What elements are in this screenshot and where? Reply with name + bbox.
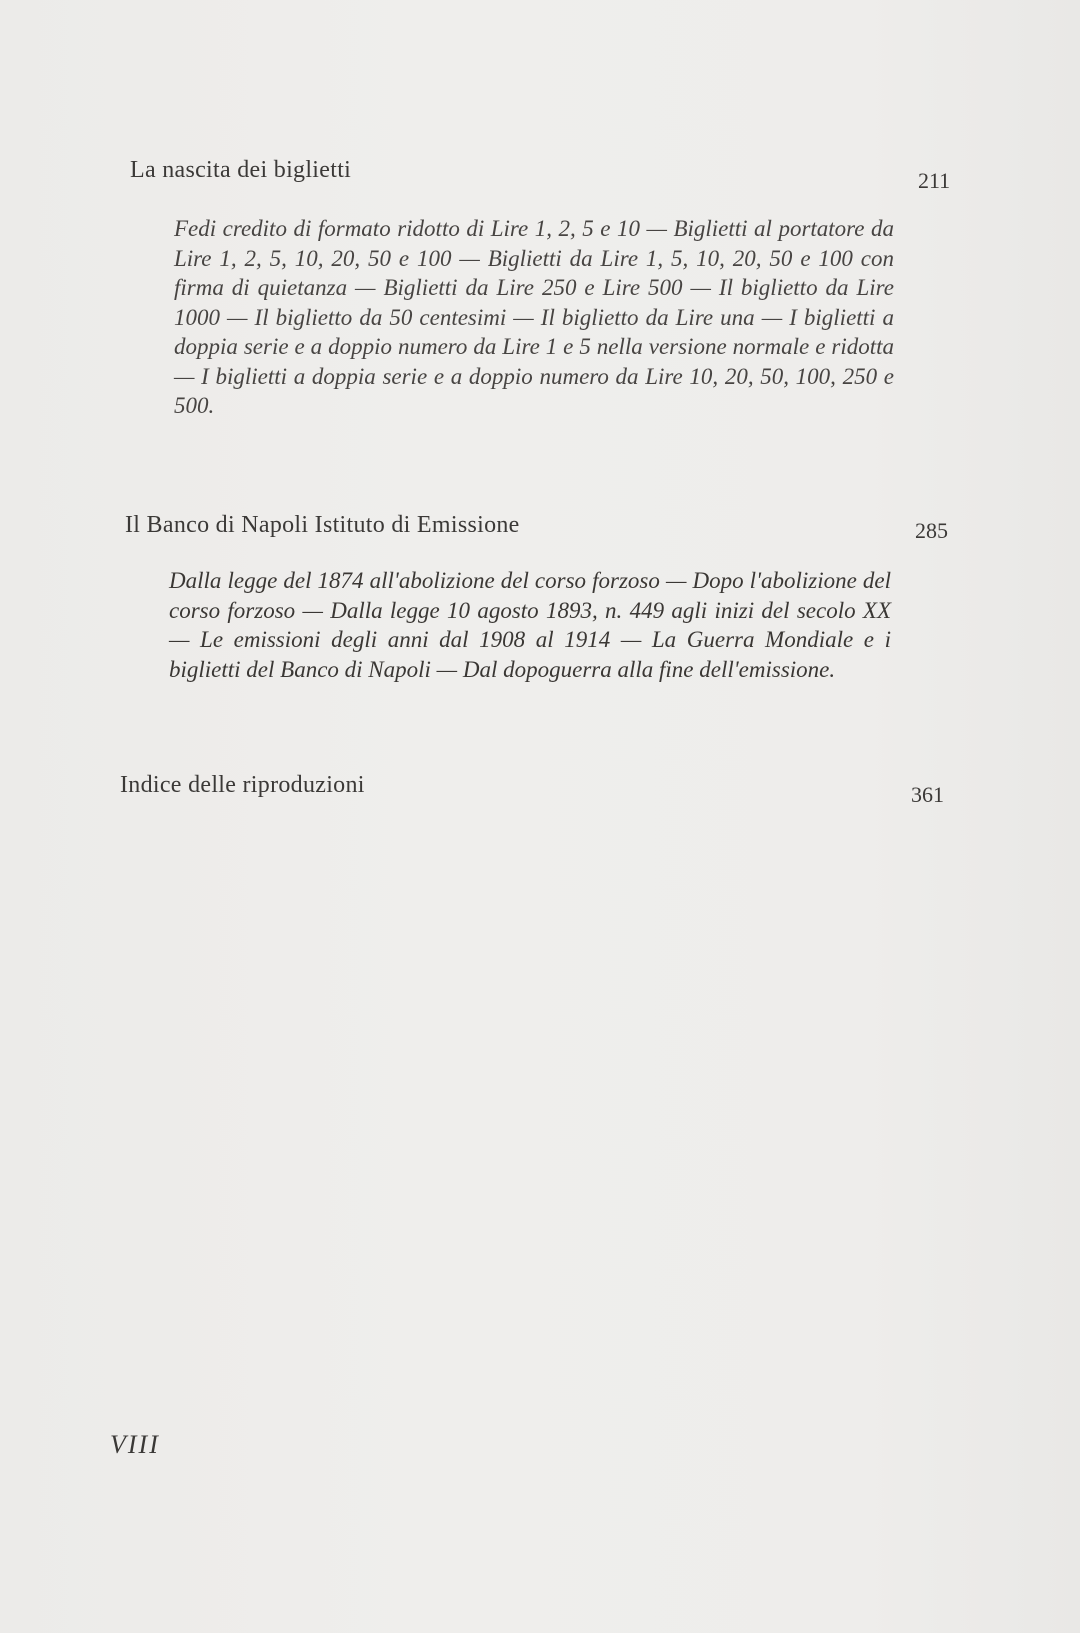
toc-entry-page-number: 285	[915, 518, 948, 543]
toc-entry-page-number: 361	[911, 782, 944, 807]
toc-entry-title: Indice delle riproduzioni	[120, 772, 365, 798]
toc-entry-description: Dalla legge del 1874 all'abolizione del corso forzoso — Dopo l'abolizione del corso forzoso — Dalla legge 10 agosto 1893, n. 449 agli inizi del secolo XX — Le emissioni degli anni dal 1908 al 1914 — La Guerra Mondiale e i biglietti del Banco di Napoli — Dal dopoguerra alla fine dell'emissione.	[169, 568, 891, 682]
toc-entry-title: Il Banco di Napoli Istituto di Emissione	[125, 512, 520, 538]
toc-entry-title: La nascita dei biglietti	[130, 157, 352, 183]
page-folio-number: VIII	[110, 1430, 160, 1459]
toc-entry-description: Fedi credito di formato ridotto di Lire 1, 2, 5 e 10 — Biglietti al portatore da Lire 1, 2, 5, 10, 20, 50 e 100 — Biglietti da Lire 1, 5, 10, 20, 50 e 100 con firma di quietanza — Biglietti da Lire 250 e Lire 500 — Il biglietto da Lire 1000 — Il biglietto da 50 centesimi — Il biglietto da Lire una — I biglietti a doppia serie e a doppio numero da Lire 1 e 5 nella versione normale e ridotta — I biglietti a doppia serie e a doppio numero da Lire 10, 20, 50, 100, 250 e 500.	[174, 216, 894, 418]
toc-entry-page-number: 211	[918, 168, 951, 193]
